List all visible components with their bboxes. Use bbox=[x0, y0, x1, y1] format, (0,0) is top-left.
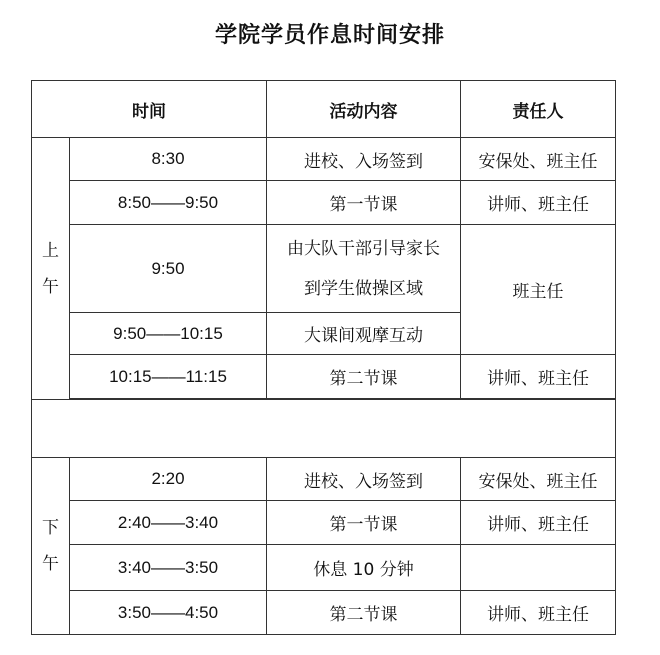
activity-cell: 第一节课 bbox=[267, 501, 461, 545]
table-row bbox=[32, 501, 616, 545]
activity-cell: 由大队干部引导家长 到学生做操区域 bbox=[267, 225, 461, 313]
time-cell: 2:20 bbox=[70, 458, 267, 501]
activity-cell: 进校、入场签到 bbox=[267, 458, 461, 501]
table-row bbox=[32, 545, 616, 591]
spacer-cell bbox=[32, 400, 616, 458]
activity-cell: 休息 10 分钟 bbox=[267, 545, 461, 591]
activity-cell: 第二节课 bbox=[267, 591, 461, 635]
time-cell: 9:50 bbox=[70, 225, 267, 313]
table-row bbox=[32, 355, 616, 399]
activity-cell: 进校、入场签到 bbox=[267, 138, 461, 181]
responsible-cell: 讲师、班主任 bbox=[461, 501, 616, 545]
time-cell: 3:50——4:50 bbox=[70, 591, 267, 635]
table-row bbox=[32, 138, 616, 181]
activity-cell: 第一节课 bbox=[267, 181, 461, 225]
header-activity: 活动内容 bbox=[267, 81, 461, 138]
responsible-cell: 班主任 bbox=[461, 225, 616, 355]
header-responsible: 责任人 bbox=[461, 81, 616, 138]
page-title: 学院学员作息时间安排 bbox=[214, 23, 445, 48]
activity-cell: 大课间观摩互动 bbox=[267, 313, 461, 355]
schedule-table bbox=[31, 80, 616, 635]
table-row bbox=[32, 458, 616, 501]
responsible-cell: 讲师、班主任 bbox=[461, 355, 616, 399]
responsible-cell bbox=[461, 545, 616, 591]
spacer-row bbox=[32, 400, 616, 458]
time-cell: 8:30 bbox=[70, 138, 267, 181]
time-cell: 8:50——9:50 bbox=[70, 181, 267, 225]
table-row bbox=[32, 225, 616, 313]
table-header-row bbox=[32, 81, 616, 138]
time-cell: 2:40——3:40 bbox=[70, 501, 267, 545]
table-row bbox=[32, 181, 616, 225]
time-cell: 3:40——3:50 bbox=[70, 545, 267, 591]
responsible-cell: 讲师、班主任 bbox=[461, 591, 616, 635]
period-afternoon: 下 午 bbox=[32, 458, 70, 635]
period-morning: 上 午 bbox=[32, 138, 70, 400]
time-cell: 9:50——10:15 bbox=[70, 313, 267, 355]
header-time: 时间 bbox=[32, 81, 267, 138]
responsible-cell: 讲师、班主任 bbox=[461, 181, 616, 225]
table-row bbox=[32, 591, 616, 635]
responsible-cell: 安保处、班主任 bbox=[461, 138, 616, 181]
activity-cell: 第二节课 bbox=[267, 355, 461, 399]
responsible-cell: 安保处、班主任 bbox=[461, 458, 616, 501]
time-cell: 10:15——11:15 bbox=[70, 355, 267, 399]
